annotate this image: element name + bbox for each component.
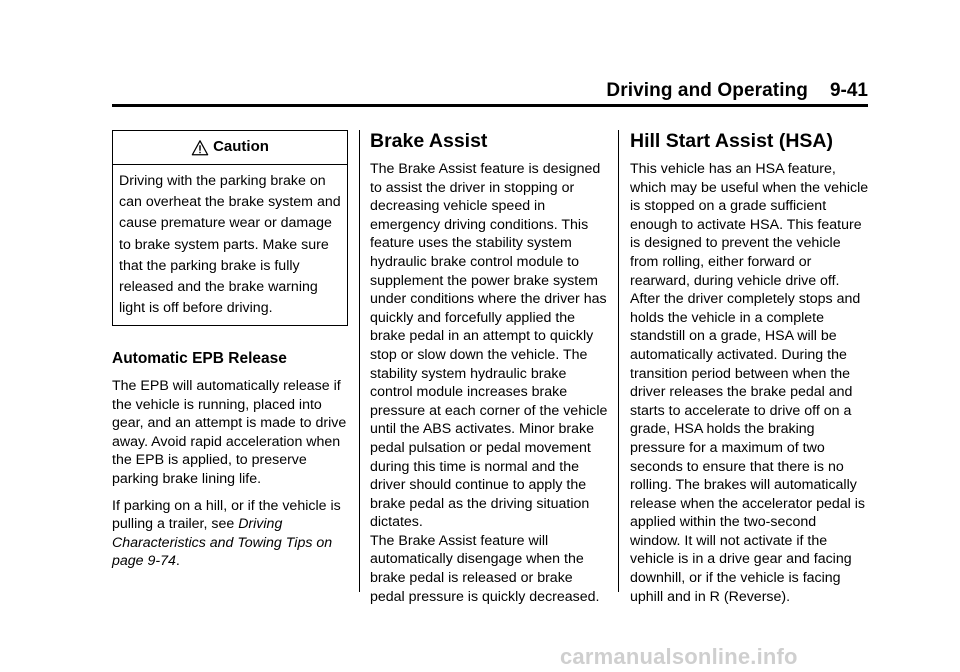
caution-header (113, 131, 347, 165)
hsa-heading: Hill Start Assist (HSA) (630, 130, 833, 152)
warning-triangle-icon (191, 139, 209, 157)
brake-assist-paragraph-1: The Brake Assist feature is designed to assist the driver in stopping or decreasing vehicle speed in emergency driving conditions. This feature uses the stability system hydraulic brake control module to supplement the power brake system under conditions where the driver has quickly and forcefully applied the brake pedal in an attempt to quickly stop or slow down the vehicle. The stability system hydraulic brake control module increases brake pressure at each corner of the vehicle until the ABS activates. Minor brake pedal pulsation or pedal movement during this time is normal and the driver should continue to apply the brake pedal as the driving situation dictates. (370, 161, 608, 531)
hill-paragraph-text: If parking on a hill, or if the vehicle is pulling a trailer, see (112, 497, 341, 533)
header-title: Driving and Operating (606, 80, 808, 101)
middle-column (370, 130, 608, 614)
column-divider-2 (618, 130, 619, 592)
brake-assist-paragraph-2: The Brake Assist feature will automatically disengage when the brake pedal is released or brake pedal pressure is quickly decreased. (370, 532, 600, 605)
left-column (112, 130, 352, 579)
hill-paragraph (112, 497, 352, 571)
watermark: carmanualsonline.info (560, 644, 798, 669)
caution-box (112, 130, 348, 326)
right-column (630, 130, 870, 614)
header-rule (112, 104, 868, 107)
brake-assist-heading: Brake Assist (370, 130, 488, 152)
epb-paragraph: The EPB will automatically release if the vehicle is running, placed into gear, and an attempt is made to drive away. Avoid rapid acceleration when the EPB is applied, to preserve parking brake lining life. (112, 378, 347, 487)
column-divider-1 (359, 130, 360, 592)
page-number: 9-41 (829, 80, 868, 101)
towing-tips-reference[interactable]: Driving Characteristics and Towing Tips on page 9-74 (112, 516, 333, 570)
caution-title: Caution (213, 138, 269, 156)
hill-paragraph-end: . (175, 553, 180, 570)
epb-heading: Automatic EPB Release (112, 350, 287, 368)
caution-text: Driving with the parking brake on can overheat the brake system and cause premature wear or damage to brake system parts. Make sure that the parking brake is fully released and the brake warning light is off before driving. (119, 173, 341, 317)
page-header (112, 80, 868, 106)
hsa-paragraph: This vehicle has an HSA feature, which may be useful when the vehicle is stopped on a grade sufficient enough to activate HSA. This feature is designed to prevent the vehicle from rolling, either forward or rearward, during vehicle drive off. After the driver completely stops and holds the vehicle in a complete standstill on a grade, HSA will be automatically activated. During the transition period between when the driver releases the brake pedal and starts to accelerate to drive off on a grade, HSA holds the braking pressure for a maximum of two seconds to ensure that there is no rolling. The brakes will automatically release when the accelerator pedal is applied within the two-second window. It will not activate if the vehicle is in a drive gear and facing downhill, or if the vehicle is facing uphill and in R (Reverse). (630, 161, 869, 605)
